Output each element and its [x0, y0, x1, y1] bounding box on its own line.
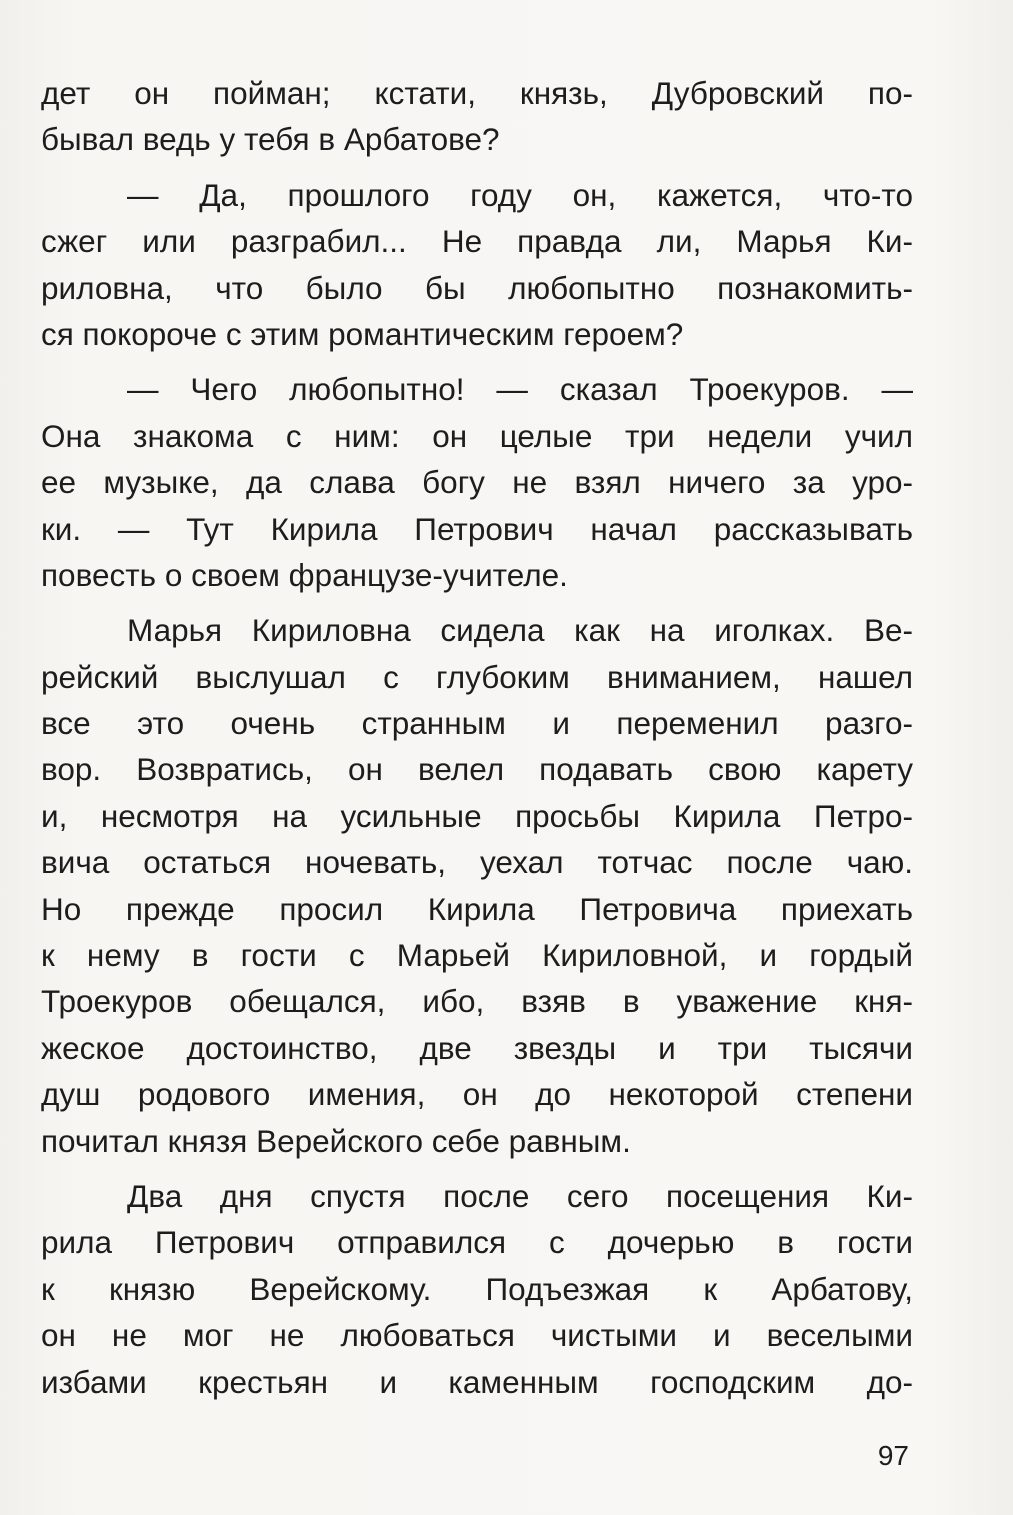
- text-line: ся покороче с этим романтическим героем?: [41, 315, 684, 352]
- text-line: и, несмотря на усильные просьбы Кирила Петро-: [41, 797, 913, 834]
- body-text: [41, 70, 913, 1405]
- text-line: вича остаться ночевать, уехал тотчас после чаю.: [41, 844, 913, 881]
- text-line: Марья Кириловна сидела как на иголках. Ве-: [127, 612, 913, 649]
- text-line: ки. — Тут Кирила Петрович начал рассказывать: [41, 510, 913, 547]
- text-line: жеское достоинство, две звезды и три тысячи: [41, 1029, 913, 1066]
- text-line: все это очень странным и переменил разго-: [41, 705, 913, 742]
- text-line: Но прежде просил Кирила Петровича приехать: [41, 890, 913, 927]
- text-line: избами крестьян и каменным господским до-: [41, 1363, 913, 1400]
- text-line: рила Петрович отправился с дочерью в гости: [41, 1224, 913, 1261]
- text-line: сжег или разграбил... Не правда ли, Марья Ки-: [41, 223, 913, 260]
- paragraph: [41, 607, 913, 1164]
- text-line: рейский выслушал с глубоким вниманием, нашел: [41, 658, 913, 695]
- text-line: дет он пойман; кстати, князь, Дубровский по-: [41, 75, 913, 111]
- text-line: — Да, прошлого году он, кажется, что-то: [127, 176, 913, 213]
- text-line: повесть о своем французе-учителе.: [41, 556, 568, 593]
- paragraph: [41, 366, 913, 598]
- paragraph-gap: [41, 163, 913, 172]
- page-number: 97: [877, 1440, 909, 1471]
- text-line: бывал ведь у тебя в Арбатове?: [41, 121, 500, 158]
- paragraph-gap: [41, 357, 913, 366]
- text-line: Троекуров обещался, ибо, взяв в уважение кня-: [41, 983, 913, 1020]
- paragraph: [41, 1173, 913, 1405]
- text-line: вор. Возвратись, он велел подавать свою карету: [41, 751, 913, 788]
- paragraph-gap: [41, 598, 913, 607]
- text-line: он не мог не любоваться чистыми и веселыми: [41, 1317, 913, 1354]
- paragraph: [41, 70, 913, 163]
- text-line: Два дня спустя после сего посещения Ки-: [127, 1177, 913, 1214]
- text-line: ее музыке, да слава богу не взял ничего за уро-: [41, 464, 913, 501]
- paragraph: [41, 172, 913, 358]
- text-line: душ родового имения, он до некоторой степени: [41, 1076, 913, 1113]
- text-line: риловна, что было бы любопытно познакомить-: [41, 269, 913, 306]
- text-line: к князю Верейскому. Подъезжая к Арбатову,: [41, 1270, 913, 1307]
- text-line: Она знакома с ним: он целые три недели учил: [41, 417, 913, 454]
- text-line: почитал князя Верейского себе равным.: [41, 1122, 631, 1159]
- text-line: — Чего любопытно! — сказал Троекуров. —: [127, 371, 913, 408]
- text-line: к нему в гости с Марьей Кириловной, и гордый: [41, 937, 913, 974]
- paragraph-gap: [41, 1164, 913, 1173]
